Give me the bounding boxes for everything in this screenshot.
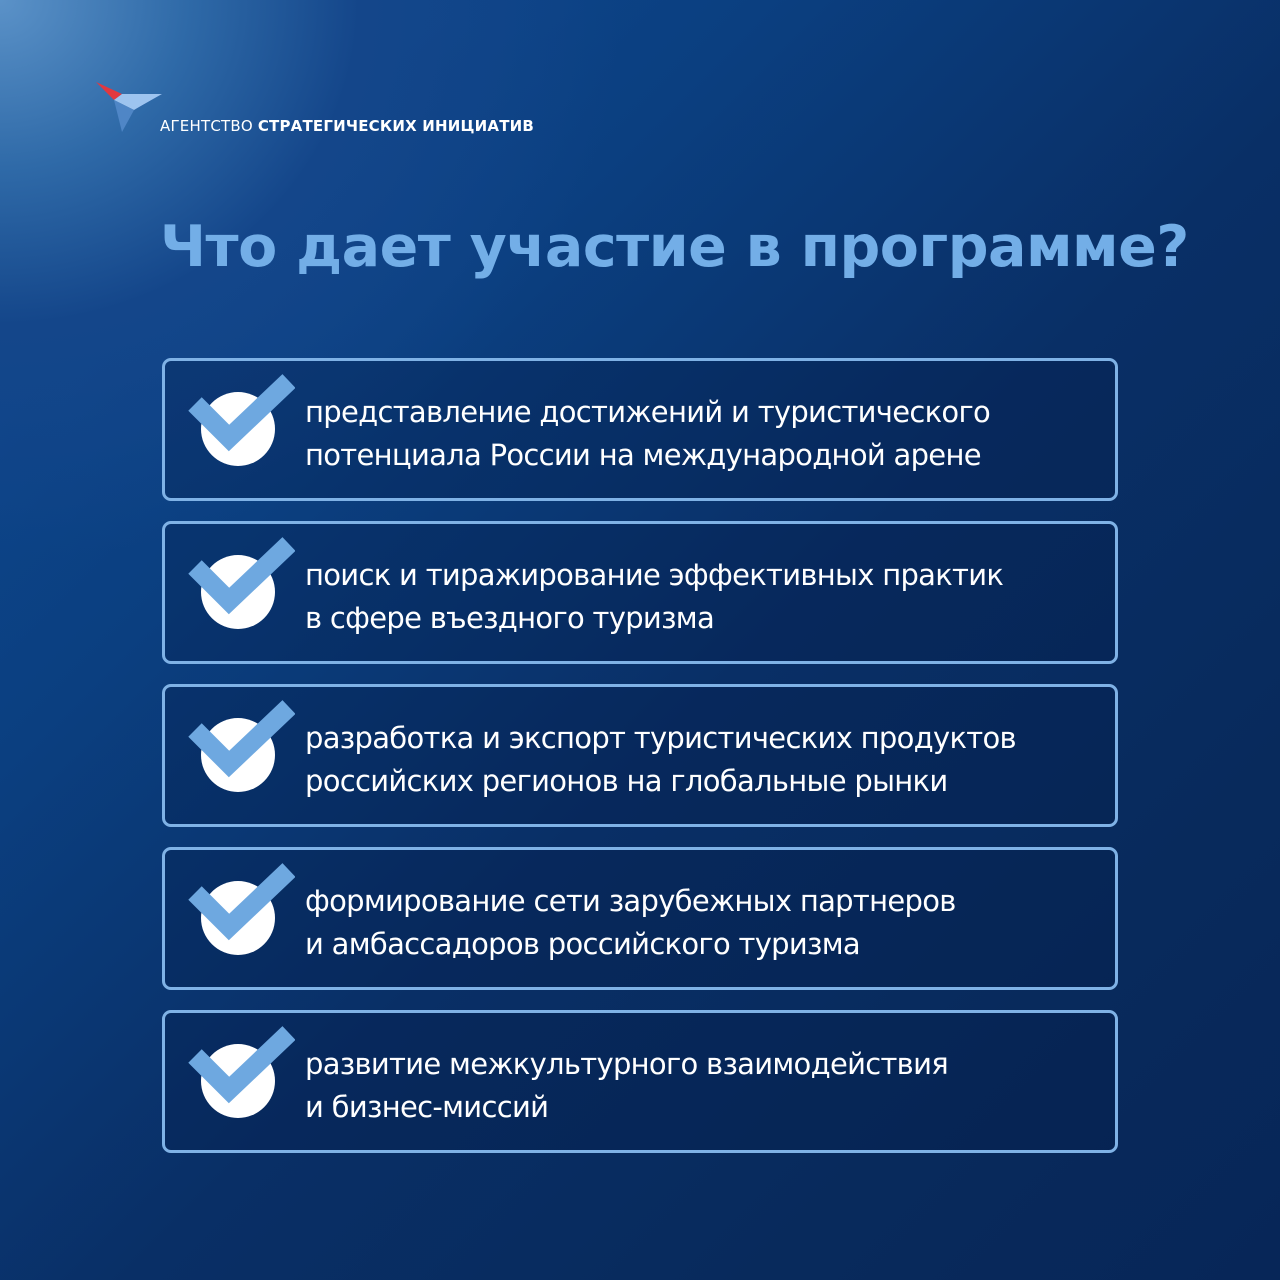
benefit-text	[305, 717, 1105, 803]
benefit-text-line: и бизнес-миссий	[305, 1090, 549, 1124]
logo-text-bold: СТРАТЕГИЧЕСКИХ ИНИЦИАТИВ	[257, 117, 535, 135]
logo-wordmark	[160, 117, 534, 135]
benefit-text-line: и амбассадоров российского туризма	[305, 927, 860, 961]
benefit-text	[305, 391, 1105, 477]
benefit-card	[162, 521, 1118, 664]
logo-text-light: АГЕНТСТВО	[160, 117, 253, 135]
benefit-text-line: потенциала России на международной арене	[305, 438, 981, 472]
benefit-text	[305, 1043, 1105, 1129]
benefit-text-line: в сфере въездного туризма	[305, 601, 715, 635]
check-circle-icon	[185, 862, 295, 962]
benefit-text-line: развитие межкультурного взаимодействия	[305, 1047, 948, 1081]
benefit-card	[162, 1010, 1118, 1153]
check-circle-icon	[185, 536, 295, 636]
check-circle-icon	[185, 373, 295, 473]
benefit-card	[162, 684, 1118, 827]
benefit-text-line: формирование сети зарубежных партнеров	[305, 884, 956, 918]
benefit-text-line: российских регионов на глобальные рынки	[305, 764, 948, 798]
benefit-card	[162, 358, 1118, 501]
benefit-text	[305, 554, 1105, 640]
asi-logo-icon	[94, 80, 164, 136]
benefit-card	[162, 847, 1118, 990]
check-circle-icon	[185, 699, 295, 799]
page-title: Что дает участие в программе?	[160, 214, 1189, 280]
benefit-text-line: представление достижений и туристического	[305, 395, 991, 429]
benefits-list	[162, 358, 1118, 1173]
benefit-text	[305, 880, 1105, 966]
benefit-text-line: поиск и тиражирование эффективных практик	[305, 558, 1004, 592]
benefit-text-line: разработка и экспорт туристических продуктов	[305, 721, 1016, 755]
asi-logo	[94, 80, 554, 140]
check-circle-icon	[185, 1025, 295, 1125]
